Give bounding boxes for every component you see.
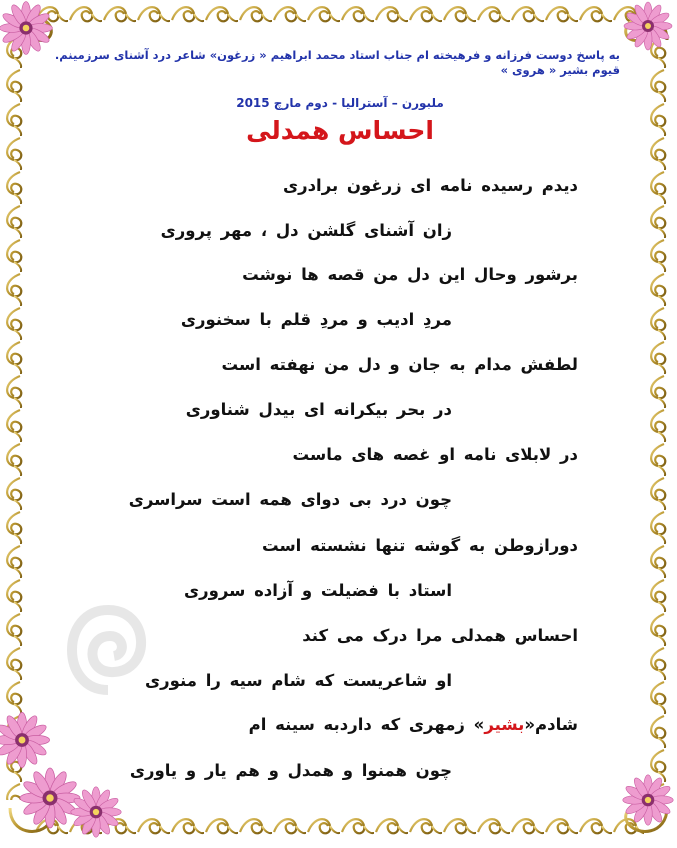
poem-line-part: شادم« <box>524 715 578 734</box>
poem-line: دیدم رسیده نامه ای زرغون برادری <box>282 176 578 195</box>
poem-line: دورازوطن به گوشه تنها نشسته است <box>261 536 578 555</box>
poet-name: قیوم بشیر « هروی » <box>500 63 620 77</box>
poem-line: چون درد بی دوای همه است سراسری <box>128 490 452 509</box>
poem-line: احساس همدلی مرا درک می کند <box>302 626 578 645</box>
poem-title: احساس همدلی <box>246 116 434 145</box>
dedication-text: به پاسخ دوست فرزانه و فرهیخته ام جناب استاد محمد ابراهیم « زرغون» شاعر درد آشنای سرزمینم. <box>54 48 620 62</box>
poem-line-signature <box>249 715 578 734</box>
dedication <box>50 48 620 78</box>
place-date: ملبورن – آسترالیا - دوم مارچ 2015 <box>236 96 444 110</box>
poem-line: در بحر بیکرانه ای بیدل شناوری <box>185 400 452 419</box>
poem-line: مردِ ادیب و مردِ قلم با سخنوری <box>180 310 452 329</box>
poem-line-part: » زمهری که داردبه سینه ام <box>248 715 485 734</box>
poem-line: لطفش مدام به جان و دل من نهفته است <box>221 355 578 374</box>
poet-pen-name: بشیر <box>484 715 525 734</box>
poem-line: در لابلای نامه او غصه های ماست <box>292 445 578 464</box>
poem-line: او شاعریست که شام سیه را منوری <box>145 671 452 690</box>
poem-line: استاد با فضیلت و آزاده سروری <box>183 581 452 600</box>
poem-page <box>40 48 640 808</box>
poem-line: برشور وحال این دل من قصه ها نوشت <box>242 265 578 284</box>
poem-line: زان آشنای گلشن دل ، مهر پروری <box>160 221 452 240</box>
poem-line: چون همنوا و همدل و هم یار و یاوری <box>129 761 452 780</box>
